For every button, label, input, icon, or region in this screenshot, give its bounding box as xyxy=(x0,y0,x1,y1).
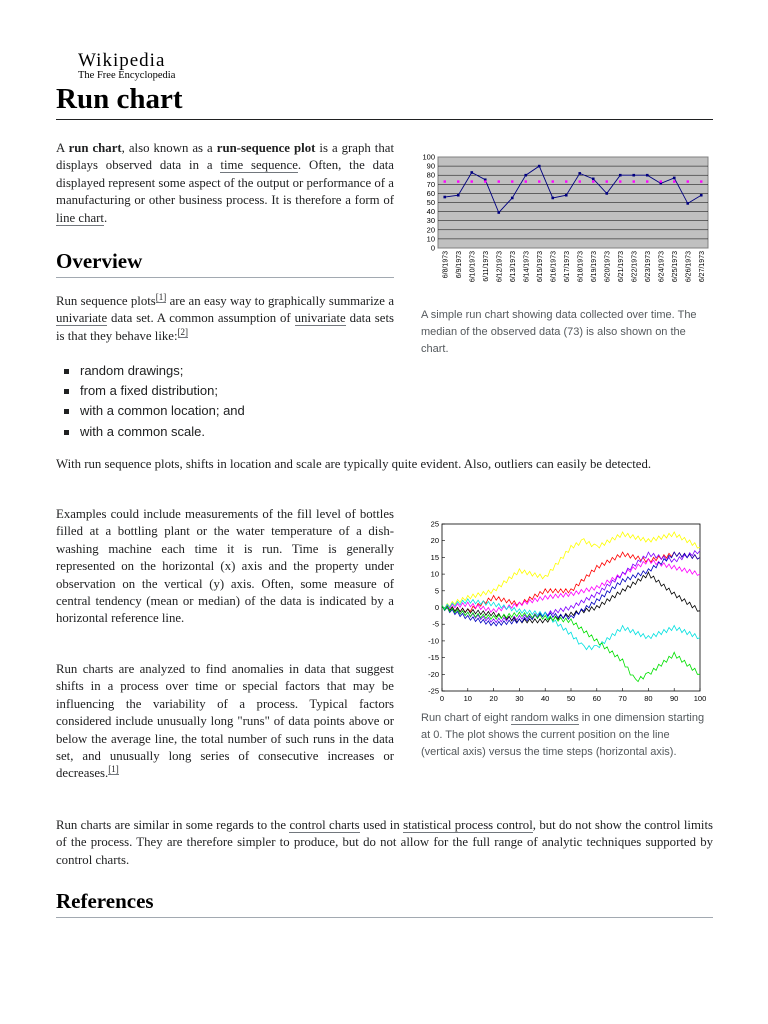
y-tick-label: 100 xyxy=(422,152,435,162)
anomalies-paragraph: Run charts are analyzed to find anomalies in data that suggest shifts in a process over time or special factors that may be influencing the variability of a process. Typical factors considered include unusually long "runs" of data points above or below the average line, the total number of such runs in the data set, and unusually long series of consecutive increases or decreases.[1] xyxy=(56,662,394,781)
median-point xyxy=(579,180,581,182)
y-tick-label: -25 xyxy=(428,686,439,696)
median-point xyxy=(606,180,608,182)
median-point xyxy=(673,180,675,182)
citation-2[interactable]: [2] xyxy=(177,326,189,337)
logo-tagline: The Free Encyclopedia xyxy=(78,70,176,81)
median-point xyxy=(511,180,513,182)
link-time-sequence[interactable]: time sequence xyxy=(220,158,298,173)
x-tick-label: 6/13/1973 xyxy=(509,251,517,283)
x-tick-label: 6/14/1973 xyxy=(523,251,531,283)
x-tick-label: 10 xyxy=(463,694,472,703)
assumption-list xyxy=(56,361,245,442)
run-chart-figure xyxy=(418,150,714,310)
y-tick-label: -20 xyxy=(428,669,439,679)
link-univariate[interactable]: univariate xyxy=(56,311,108,326)
x-tick-label: 6/10/1973 xyxy=(469,251,477,283)
x-tick-label: 6/20/1973 xyxy=(604,251,612,283)
y-tick-label: 30 xyxy=(426,216,435,226)
wikipedia-logo[interactable] xyxy=(78,50,175,81)
section-heading-references: References xyxy=(56,889,713,918)
data-point xyxy=(551,197,554,200)
x-tick-label: 6/23/1973 xyxy=(644,251,652,283)
x-tick-label: 6/27/1973 xyxy=(698,251,706,283)
x-tick-label: 6/22/1973 xyxy=(631,251,639,283)
median-point xyxy=(592,180,594,182)
x-tick-label: 6/17/1973 xyxy=(563,251,571,283)
link-line-chart[interactable]: line chart xyxy=(56,210,104,225)
random-walks-caption: Run chart of eight random walks in one dimension starting at 0. The plot shows the current position on the line (vertical axis) versus the time steps (horizontal axis). xyxy=(421,712,705,758)
median-point xyxy=(565,180,567,182)
y-tick-label: 40 xyxy=(426,207,435,217)
logo-wordmark: Wikipedia xyxy=(78,50,166,71)
y-tick-label: 5 xyxy=(434,586,439,596)
intro-paragraph: A run chart, also known as a run-sequence plot is a graph that displays observed data in a time sequence. Often, the data displayed represent some aspect of the output or performance of a manufacturing or other business process. It is therefore a form of line chart. xyxy=(56,141,394,225)
y-tick-label: 15 xyxy=(430,552,439,562)
y-tick-label: -5 xyxy=(432,619,439,629)
median-point xyxy=(498,180,500,182)
x-tick-label: 30 xyxy=(515,694,524,703)
random-walks-chart[interactable] xyxy=(422,517,710,707)
list-item: random drawings; xyxy=(80,361,245,381)
page-title: Run chart xyxy=(56,83,713,120)
section-heading-overview: Overview xyxy=(56,249,394,278)
list-item: with a common location; and xyxy=(80,401,245,421)
data-point xyxy=(457,194,460,197)
median-point xyxy=(457,180,459,182)
x-tick-label: 20 xyxy=(489,694,498,703)
x-tick-label: 0 xyxy=(439,694,445,703)
data-point xyxy=(686,202,689,205)
y-tick-label: 20 xyxy=(426,225,435,235)
data-point xyxy=(565,194,568,197)
x-tick-label: 40 xyxy=(541,694,550,703)
link-statistical-process-control[interactable]: statistical process control xyxy=(403,818,533,832)
examples-paragraph: Examples could include measurements of the fill level of bottles filled at a bottling plant or the water temperature of a dish-washing machine each time it is run. Time is generally represented on the horizontal (x) axis and the property under observation on the vertical (y) axis. Often, some measure of central tendency (mean or median) of the data is indicated by a horizontal reference line. xyxy=(56,507,394,626)
x-tick-label: 6/9/1973 xyxy=(455,251,463,279)
median-point xyxy=(552,180,554,182)
x-tick-label: 6/26/1973 xyxy=(685,251,693,283)
data-point xyxy=(646,174,649,177)
citation-1[interactable]: [1] xyxy=(155,291,167,302)
median-point xyxy=(633,180,635,182)
median-point xyxy=(700,180,702,182)
list-item: with a common scale. xyxy=(80,422,245,442)
x-tick-label: 6/15/1973 xyxy=(536,251,544,283)
median-point xyxy=(525,180,527,182)
run-chart[interactable] xyxy=(418,150,714,310)
data-point xyxy=(578,172,581,175)
data-point xyxy=(619,174,622,177)
data-point xyxy=(511,197,514,200)
data-point xyxy=(524,174,527,177)
y-tick-label: 90 xyxy=(426,161,435,171)
data-point xyxy=(632,174,635,177)
x-tick-label: 50 xyxy=(566,694,576,703)
median-point xyxy=(646,180,648,182)
run-chart-caption: A simple run chart showing data collected over time. The median of the observed data (73) is also shown on the chart. xyxy=(421,309,697,355)
median-point xyxy=(619,180,621,182)
x-tick-label: 6/12/1973 xyxy=(496,251,504,283)
data-point xyxy=(605,192,608,195)
data-point xyxy=(673,177,676,180)
y-tick-label: 10 xyxy=(426,234,435,244)
y-tick-label: 10 xyxy=(430,569,439,579)
median-point xyxy=(538,180,540,182)
x-tick-label: 6/19/1973 xyxy=(590,251,598,283)
shifts-paragraph: With run sequence plots, shifts in location and scale are typically quite evident. Also, outliers can easily be detected. xyxy=(56,457,652,471)
y-tick-label: 25 xyxy=(430,519,439,529)
y-tick-label: 60 xyxy=(426,188,435,198)
data-point xyxy=(497,211,500,214)
y-tick-label: -10 xyxy=(428,636,439,646)
link-random-walks[interactable]: random walks xyxy=(510,712,579,724)
link-control-charts[interactable]: control charts xyxy=(289,818,360,832)
x-tick-label: 6/21/1973 xyxy=(617,251,625,283)
x-tick-label: 6/11/1973 xyxy=(482,251,490,282)
y-tick-label: -15 xyxy=(428,653,439,663)
random-walks-figure xyxy=(422,517,710,707)
x-tick-label: 60 xyxy=(592,694,601,703)
median-point xyxy=(444,180,446,182)
overview-paragraph: Run sequence plots[1] are an easy way to graphically summarize a univariate data set. A common assumption of univariate data sets is that they behave like:[2] xyxy=(56,291,394,343)
y-tick-label: 0 xyxy=(430,243,435,253)
x-tick-label: 100 xyxy=(693,694,707,703)
x-tick-label: 6/24/1973 xyxy=(658,251,666,283)
data-point xyxy=(592,178,595,181)
x-tick-label: 6/25/1973 xyxy=(671,251,679,283)
x-tick-label: 6/8/1973 xyxy=(442,251,450,279)
y-tick-label: 80 xyxy=(426,170,435,180)
median-point xyxy=(471,180,473,182)
x-tick-label: 80 xyxy=(644,694,653,703)
data-point xyxy=(700,194,703,197)
y-tick-label: 50 xyxy=(426,198,435,207)
y-tick-label: 20 xyxy=(430,536,439,546)
x-tick-label: 90 xyxy=(670,694,679,703)
data-point xyxy=(470,171,473,174)
x-tick-label: 6/18/1973 xyxy=(577,251,585,283)
data-point xyxy=(443,196,446,199)
citation-1b[interactable]: [1] xyxy=(108,764,119,775)
y-tick-label: 70 xyxy=(426,179,435,189)
median-point xyxy=(687,180,689,182)
x-tick-label: 70 xyxy=(618,694,627,703)
control-charts-paragraph: Run charts are similar in some regards to the control charts used in statistical process control, but do not show the control limits of the process. They are therefore simpler to produce, but do not allow for the full range of analytic techniques supported by control charts. xyxy=(56,818,713,867)
list-item: from a fixed distribution; xyxy=(80,381,245,401)
median-point xyxy=(660,180,662,182)
median-point xyxy=(484,180,486,182)
y-tick-label: 0 xyxy=(434,603,439,612)
x-tick-label: 6/16/1973 xyxy=(550,251,558,283)
data-point xyxy=(538,165,541,168)
link-univariate-2[interactable]: univariate xyxy=(294,311,346,326)
